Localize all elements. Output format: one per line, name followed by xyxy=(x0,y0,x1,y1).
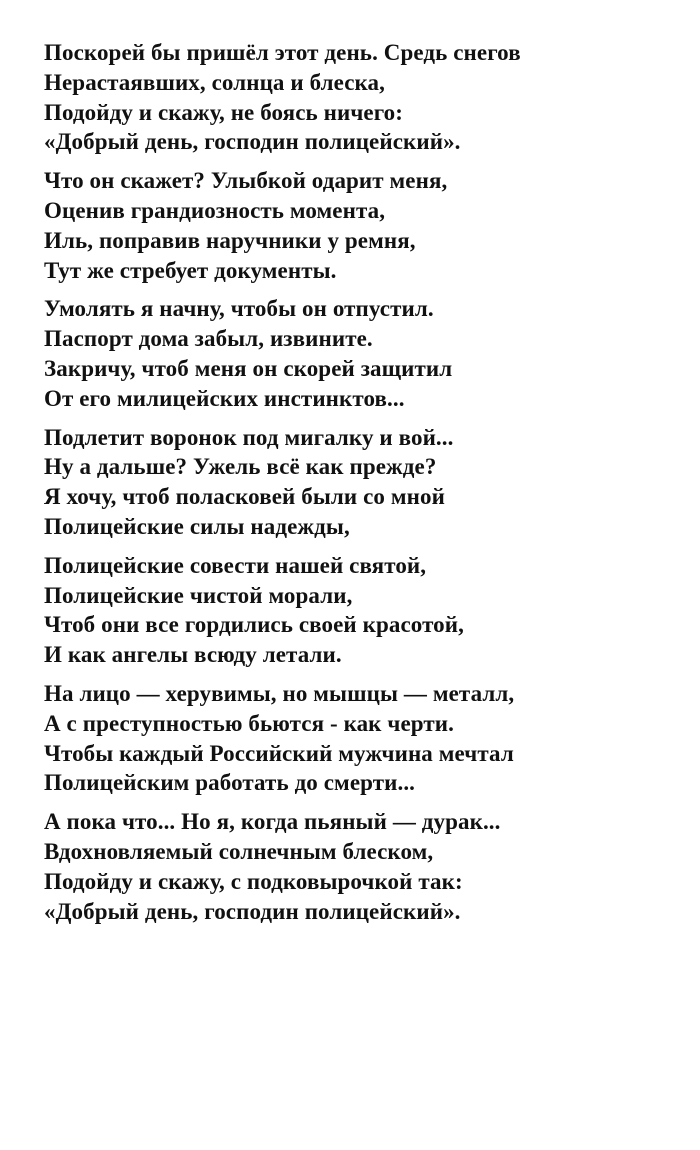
poem-line: Чтобы каждый Российский мужчина мечтал xyxy=(44,740,514,766)
poem-line: Что он скажет? Улыбкой одарит меня, xyxy=(44,168,448,194)
poem-line: Подлетит воронок под мигалку и вой... xyxy=(44,424,454,450)
poem-line: На лицо — херувимы, но мышцы — металл, xyxy=(44,680,515,706)
poem-line: Чтоб они все гордились своей красотой, xyxy=(44,612,464,638)
poem-line: Вдохновляемый солнечным блеском, xyxy=(44,838,434,864)
stanza-6 xyxy=(44,679,684,798)
poem-line: «Добрый день, господин полицейский». xyxy=(44,898,461,924)
poem-line: И как ангелы всюду летали. xyxy=(44,642,342,668)
poem-line: Подойду и скажу, с подковырочкой так: xyxy=(44,868,463,894)
poem-line: Закричу, чтоб меня он скорей защитил xyxy=(44,355,453,381)
poem-line: Подойду и скажу, не боясь ничего: xyxy=(44,99,404,125)
poem-line: Нерастаявших, солнца и блеска, xyxy=(44,69,385,95)
stanza-3 xyxy=(44,294,684,413)
poem-line: «Добрый день, господин полицейский». xyxy=(44,129,461,155)
stanza-1 xyxy=(44,38,684,157)
poem-line: Тут же стребует документы. xyxy=(44,257,337,283)
poem-line: Полицейские чистой морали, xyxy=(44,582,353,608)
poem-line: Полицейские силы надежды, xyxy=(44,513,350,539)
stanza-4 xyxy=(44,423,684,542)
poem-line: Иль, поправив наручники у ремня, xyxy=(44,227,416,253)
poem-line: Ну а дальше? Ужель всё как прежде? xyxy=(44,454,437,480)
poem-line: Поскорей бы пришёл этот день. Средь снегов xyxy=(44,40,521,65)
poem xyxy=(44,38,684,935)
poem-line: От его милицейских инстинктов... xyxy=(44,385,405,411)
poem-line: Полицейским работать до смерти... xyxy=(44,770,416,796)
poem-line: А с преступностью бьются - как черти. xyxy=(44,710,454,736)
stanza-7 xyxy=(44,807,684,926)
poem-line: Паспорт дома забыл, извините. xyxy=(44,326,373,352)
stanza-2 xyxy=(44,166,684,285)
poem-line: Оценив грандиозность момента, xyxy=(44,197,386,223)
poem-line: Умолять я начну, чтобы он отпустил. xyxy=(44,296,434,322)
stanza-5 xyxy=(44,551,684,670)
poem-line: А пока что... Но я, когда пьяный — дурак... xyxy=(44,809,501,835)
poem-line: Полицейские совести нашей святой, xyxy=(44,552,427,578)
poem-line: Я хочу, чтоб поласковей были со мной xyxy=(44,484,445,510)
